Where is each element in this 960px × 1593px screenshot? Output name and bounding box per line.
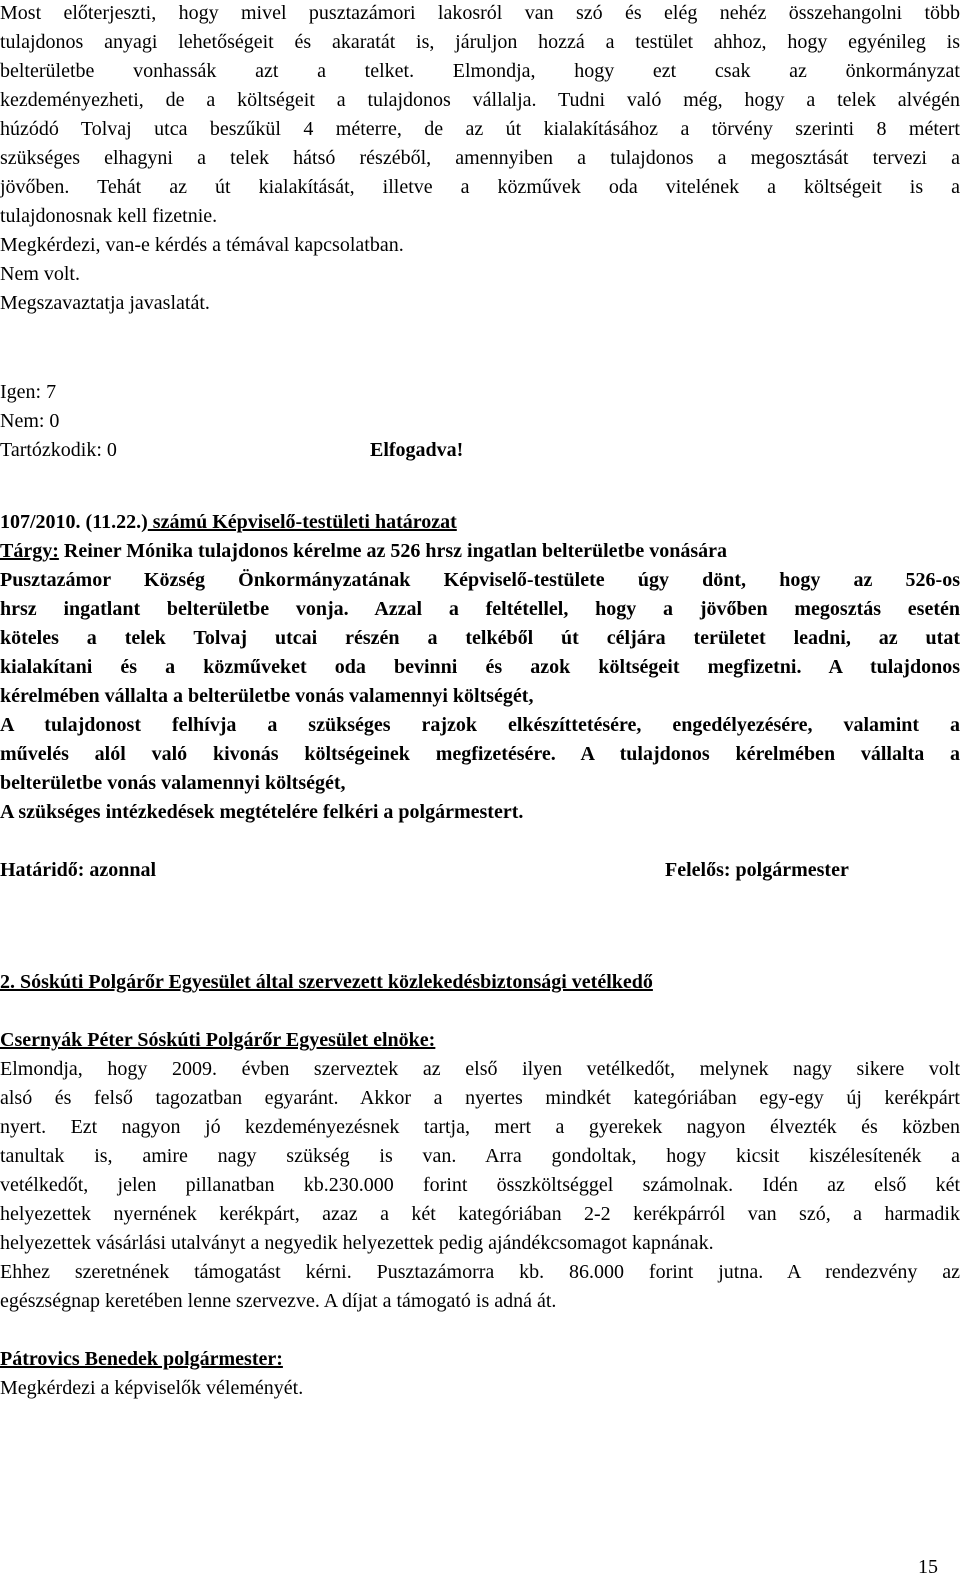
- responsible: Felelős: polgármester: [665, 859, 849, 881]
- mayor-name: Pátrovics Benedek polgármester:: [0, 1348, 283, 1370]
- intro-line-7: jövőben. Tehát az út kialakítását, illetve a közművek oda vitelének a költségeit is a: [0, 176, 960, 198]
- speech-line-3: nyert. Ezt nagyon jó kezdeményezésnek tartja, mert a gyerekek nagyon élvezték és közben: [0, 1116, 960, 1138]
- intro-line-2: tulajdonos anyagi lehetőségeit és akaratát is, járuljon hozzá a testület ahhoz, hogy egyénileg is: [0, 31, 960, 53]
- vote-abstain: Tartózkodik: 0: [0, 439, 117, 461]
- resolution-line-4: kialakítani és a közműveket oda bevinni és azok költségeit megfizetni. A tulajdonos: [0, 656, 960, 678]
- vote-yes: Igen: 7: [0, 381, 57, 403]
- resolution-line-9: A szükséges intézkedések megtételére felkéri a polgármestert.: [0, 801, 524, 823]
- vote-call-text: Megszavaztatja javaslatát.: [0, 292, 210, 314]
- resolution-line-3: köteles a telek Tolvaj utcai részén a telkéből út céljára területet leadni, az utat: [0, 627, 960, 649]
- resolution-line-5: kérelmében vállalta a belterületbe vonás valamennyi költségét,: [0, 685, 534, 707]
- speech-line-1: Elmondja, hogy 2009. évben szerveztek az első ilyen vetélkedőt, melynek nagy sikere volt: [0, 1058, 960, 1080]
- intro-line-8: tulajdonosnak kell fizetnie.: [0, 205, 218, 227]
- speech-line-8: Ehhez szeretnének támogatást kérni. Pusztazámorra kb. 86.000 forint jutna. A rendezvény az: [0, 1261, 960, 1283]
- resolution-number: [0, 511, 960, 534]
- intro-line-1: Most előterjeszti, hogy mivel pusztazámori lakosról van szó és elég nehéz összehangolni több: [0, 2, 960, 24]
- speech-line-5: vetélkedőt, jelen pillanatban kb.230.000 forint összköltséggel számolnak. Idén az első két: [0, 1174, 960, 1196]
- resolution-number-title: számú Képviselő-testületi határozat: [147, 511, 457, 533]
- no-question-text: Nem volt.: [0, 263, 80, 285]
- speaker-name: Csernyák Péter Sóskúti Polgárőr Egyesület elnöke:: [0, 1029, 436, 1051]
- resolution-line-7: művelés alól való kivonás költségeinek megfizetésére. A tulajdonos kérelmében vállalta a: [0, 743, 960, 765]
- vote-result: Elfogadva!: [370, 439, 464, 461]
- intro-line-5: húzódó Tolvaj utca beszűkül 4 méterre, de az út kialakításához a törvény szerinti 8 métert: [0, 118, 960, 140]
- resolution-line-8: belterületbe vonás valamennyi költségét,: [0, 772, 346, 794]
- speech-line-7: helyezettek vásárlási utalványt a negyedik helyezettek pedig ajándékcsomagot kapnának.: [0, 1232, 714, 1254]
- resolution-number-text: [0, 511, 457, 533]
- speech-line-4: tanultak is, amire nagy szükség is van. Arra gondoltak, hogy kicsit kiszélesítenék a: [0, 1145, 960, 1167]
- vote-no: Nem: 0: [0, 410, 60, 432]
- intro-line-4: kezdeményezheti, de a költségeit a tulajdonos vállalja. Tudni való még, hogy a telek alvégén: [0, 89, 960, 111]
- subject-text: Reiner Mónika tulajdonos kérelme az 526 hrsz ingatlan belterületbe vonására: [58, 540, 728, 562]
- resolution-subject: [0, 540, 960, 563]
- page-number: 15: [918, 1556, 938, 1578]
- speech-line-2: alsó és felső tagozatban egyaránt. Akkor a nyertes mindkét kategóriában egy-egy új kerékpárt: [0, 1087, 960, 1109]
- mayor-text: Megkérdezi a képviselők véleményét.: [0, 1377, 304, 1399]
- resolution-number-id: 107/2010. (11.22.): [0, 511, 148, 533]
- resolution-line-1: Pusztazámor Község Önkormányzatának Képviselő-testülete úgy dönt, hogy az 526-os: [0, 569, 960, 591]
- agenda-item-heading: 2. Sóskúti Polgárőr Egyesület által szervezett közlekedésbiztonsági vetélkedő: [0, 971, 653, 993]
- speech-line-9: egészségnap keretében lenne szervezve. A díjat a támogató is adná át.: [0, 1290, 557, 1312]
- resolution-line-2: hrsz ingatlant belterületbe vonja. Azzal a feltétellel, hogy a jövőben megosztás esetén: [0, 598, 960, 620]
- intro-line-3: belterületbe vonhassák azt a telket. Elmondja, hogy ezt csak az önkormányzat: [0, 60, 960, 82]
- speech-line-6: helyezettek nyernének kerékpárt, azaz a két kategóriában 2-2 kerékpárról van szó, a harmadik: [0, 1203, 960, 1225]
- subject-label: Tárgy:: [0, 540, 59, 562]
- question-text: Megkérdezi, van-e kérdés a témával kapcsolatban.: [0, 234, 404, 256]
- resolution-line-6: A tulajdonost felhívja a szükséges rajzok elkészíttetésére, engedélyezésére, valamint a: [0, 714, 960, 736]
- intro-line-6: szükséges elhagyni a telek hátsó részéből, amennyiben a tulajdonos a megosztását tervezi a: [0, 147, 960, 169]
- deadline: Határidő: azonnal: [0, 859, 157, 881]
